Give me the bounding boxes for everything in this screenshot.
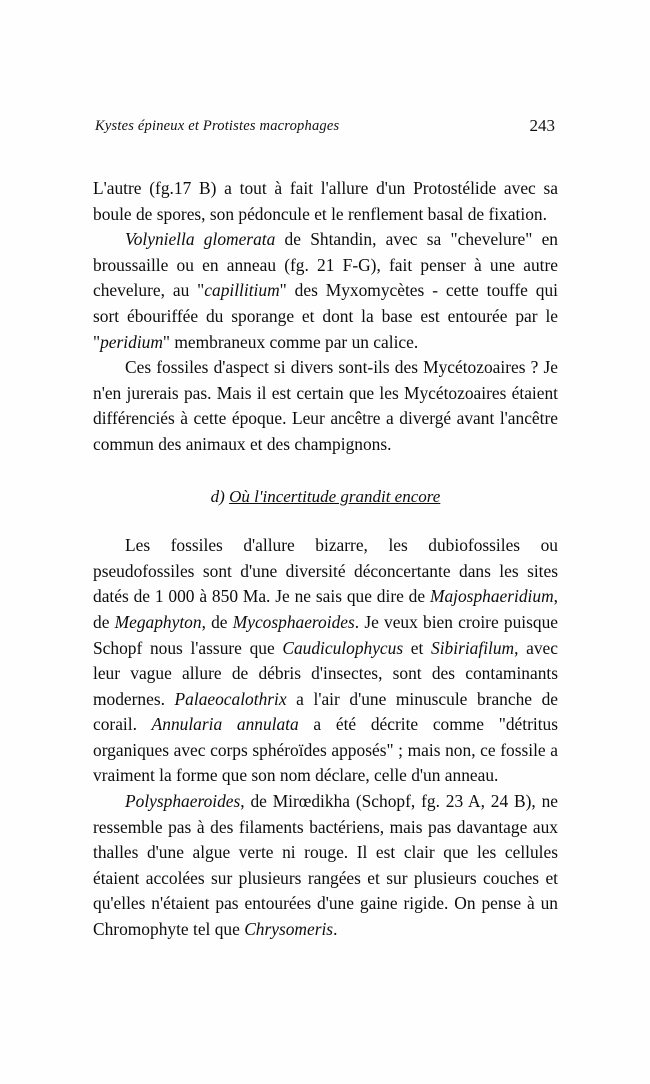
subheading-marker: d) xyxy=(210,486,230,506)
section-subheading xyxy=(93,484,558,510)
paragraph: Ces fossiles d'aspect si divers sont-ils des Mycétozoaires ? Je n'en jurerais pas. Mais il est certain que les Mycétozoaires étaient différenciés à cette époque. Leur ancêtre a divergé avant l'ancêtre commun des animaux et des champignons. xyxy=(93,357,558,454)
page-number: 243 xyxy=(529,116,555,135)
paragraph: Polysphaeroides, de Mirœdikha (Schopf, fg. 23 A, 24 B), ne ressemble pas à des filaments bactériens, mais pas davantage aux thalles d'une algue verte ni rouge. Il est clair que les cellules étaient accolées sur plusieurs rangées et sur plusieurs couches et qu'elles n'étaient pas entourées d'une gaine rigide. On pense à un Chromophyte tel que Chrysomeris. xyxy=(93,791,558,940)
paragraph: L'autre (fg.17 B) a tout à fait l'allure d'un Protostélide avec sa boule de spores, son pédoncule et le renflement basal de fixation. xyxy=(93,178,558,224)
page-body xyxy=(93,176,558,943)
paragraph: Volyniella glomerata de Shtandin, avec sa "chevelure" en broussaille ou en anneau (fg. 21 F-G), fait penser à une autre chevelure, au "capillitium" des Myxomycètes - cette touffe qui sort ébouriffée du sporange et dont la base est entourée par le "peridium" membraneux comme par un calice. xyxy=(93,229,558,352)
subheading-title: Où l'incertitude grandit encore xyxy=(229,486,441,506)
running-title: Kystes épineux et Protistes macrophages xyxy=(95,118,340,134)
paragraph: Les fossiles d'allure bizarre, les dubiofossiles ou pseudofossiles sont d'une diversité déconcertante dans les sites datés de 1 000 à 850 Ma. Je ne sais que dire de Majosphaeridium, de Megaphyton, de Mycosphaeroides. Je veux bien croire puisque Schopf nous l'assure que Caudiculophycus et Sibiriafilum, avec leur vague allure de débris d'insectes, sont des contaminants modernes. Palaeocalothrix a l'air d'une minuscule branche de corail. Annularia annulata a été décrite comme "détritus organiques avec corps sphéroïdes apposés" ; mais non, ce fossile a vraiment la forme que son nom déclare, celle d'un anneau. xyxy=(93,535,558,786)
page-header xyxy=(95,118,555,140)
